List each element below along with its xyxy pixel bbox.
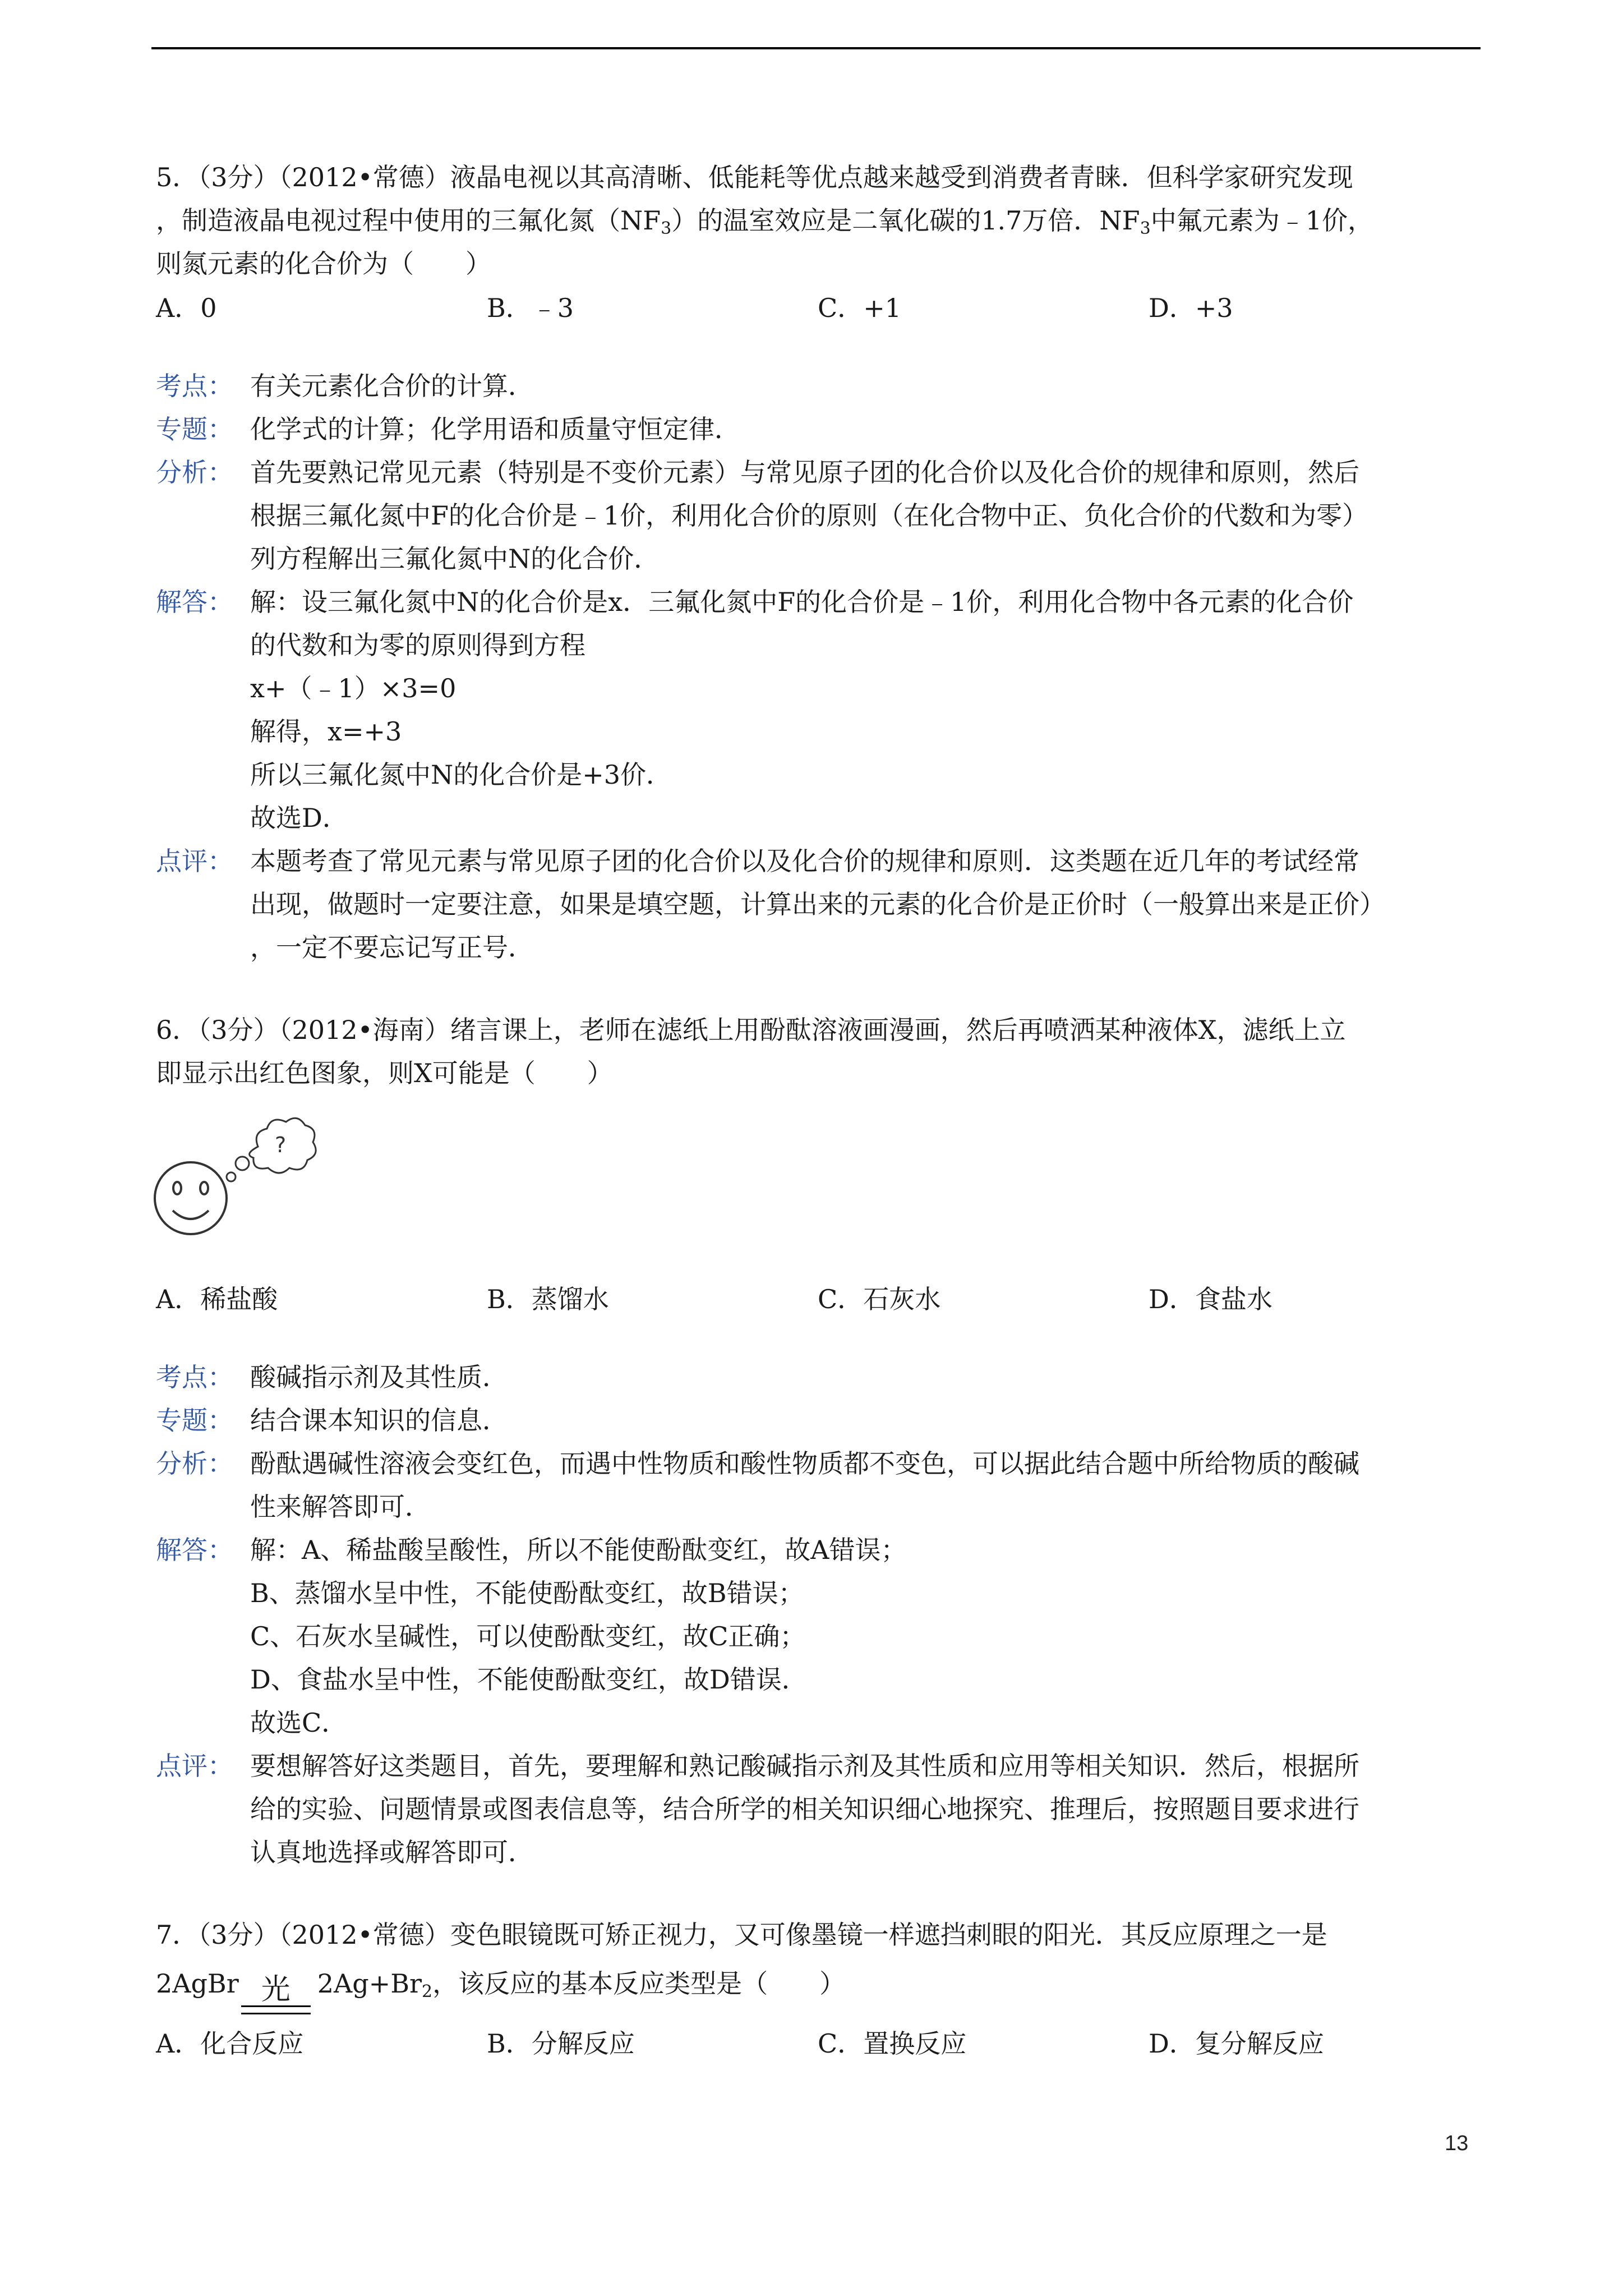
dianping-line: 认真地选择或解答即可． bbox=[250, 1837, 534, 1867]
q6-option-b: B．蒸馏水 bbox=[487, 1284, 609, 1314]
eq-left: 2AgBr bbox=[156, 1968, 239, 1999]
kaodian-text: 有关元素化合价的计算． bbox=[250, 371, 534, 401]
smiley-figure bbox=[156, 1103, 1479, 1266]
q5-option-a: A．0 bbox=[156, 293, 217, 323]
q7-stem-line-2 bbox=[156, 1957, 1479, 2014]
jieda-line: x+（﹣1）×3=0 bbox=[250, 673, 457, 703]
kaodian-label: 考点： bbox=[156, 371, 233, 401]
q5-dianping bbox=[156, 840, 1479, 969]
jieda-line: 解：A、稀盐酸呈酸性，所以不能使酚酞变红，故A错误； bbox=[250, 1535, 907, 1565]
q7-stem-line-1: 7．（3分）（2012•常德）变色眼镜既可矫正视力，又可像墨镜一样遮挡刺眼的阳光．其反应原理之一是 bbox=[156, 1920, 1327, 1950]
fenxi-line: 性来解答即可． bbox=[250, 1492, 431, 1522]
q5-jieda bbox=[156, 581, 1479, 840]
q5-stem-line-1: 5．（3分）（2012•常德）液晶电视以其高清晰、低能耗等优点越来越受到消费者青睐．但科学家研究发现 bbox=[156, 162, 1353, 192]
q7-option-c: C．置换反应 bbox=[818, 2028, 967, 2059]
fenxi-line: 首先要熟记常见元素（特别是不变价元素）与常见原子团的化合价以及化合价的规律和原则，然后 bbox=[250, 457, 1359, 487]
q6-kaodian bbox=[156, 1356, 1479, 1399]
q7-options bbox=[156, 2022, 1479, 2065]
q6-option-c: C．石灰水 bbox=[818, 1284, 941, 1314]
dianping-label: 点评： bbox=[156, 846, 233, 876]
fenxi-line: 根据三氟化氮中F的化合价是﹣1价，利用化合价的原则（在化合物中正、负化合价的代数和为零） bbox=[250, 500, 1368, 531]
q7-option-b: B．分解反应 bbox=[487, 2028, 635, 2059]
jieda-line: 解：设三氟化氮中N的化合价是x．三氟化氮中F的化合价是﹣1价，利用化合物中各元素的化合价 bbox=[250, 587, 1354, 617]
fenxi-label: 分析： bbox=[156, 457, 233, 487]
zhuanti-label: 专题： bbox=[156, 414, 233, 444]
kaodian-label: 考点： bbox=[156, 1362, 233, 1392]
q6-option-a: A．稀盐酸 bbox=[156, 1284, 278, 1314]
q5-fenxi bbox=[156, 451, 1479, 581]
q6-option-d: D．食盐水 bbox=[1149, 1284, 1272, 1314]
reaction-condition-sign bbox=[241, 1972, 311, 2014]
q6-stem-line-2: 即显示出红色图象，则X可能是（ ） bbox=[156, 1058, 613, 1088]
q7-stem-tail: ，该反应的基本反应类型是（ ） bbox=[432, 1968, 846, 1999]
q5-option-c: C．+1 bbox=[818, 293, 902, 323]
zhuanti-label: 专题： bbox=[156, 1405, 233, 1435]
q6-zhuanti bbox=[156, 1399, 1479, 1442]
fenxi-line: 列方程解出三氟化氮中N的化合价． bbox=[250, 544, 660, 574]
q5-zhuanti bbox=[156, 408, 1479, 451]
q5-option-b: B．﹣3 bbox=[487, 293, 574, 323]
jieda-line: 所以三氟化氮中N的化合价是+3价． bbox=[250, 760, 672, 790]
jieda-line: D、食盐水呈中性，不能使酚酞变红，故D错误． bbox=[250, 1664, 808, 1695]
q6-stem-line-1: 6．（3分）（2012•海南）绪言课上，老师在滤纸上用酚酞溶液画漫画，然后再喷洒某种液体X，滤纸上立 bbox=[156, 1015, 1346, 1045]
document-body bbox=[156, 156, 1479, 2065]
jieda-line: 故选D． bbox=[250, 803, 348, 833]
q5-option-d: D．+3 bbox=[1149, 293, 1233, 323]
question-6 bbox=[156, 1009, 1479, 1874]
q7-option-a: A．化合反应 bbox=[156, 2028, 304, 2059]
question-mark: ? bbox=[275, 1133, 287, 1157]
q5-kaodian bbox=[156, 365, 1479, 408]
q7-option-d: D．复分解反应 bbox=[1149, 2028, 1324, 2059]
question-5 bbox=[156, 156, 1479, 969]
q5-options bbox=[156, 287, 1479, 330]
jieda-line: B、蒸馏水呈中性，不能使酚酞变红，故B错误； bbox=[250, 1578, 804, 1608]
jieda-line: 的代数和为零的原则得到方程 bbox=[250, 630, 585, 660]
q6-dianping bbox=[156, 1745, 1479, 1874]
dianping-line: ，一定不要忘记写正号． bbox=[250, 932, 534, 963]
q6-options bbox=[156, 1278, 1479, 1321]
q6-fenxi bbox=[156, 1442, 1479, 1529]
fenxi-line: 酚酞遇碱性溶液会变红色，而遇中性物质和酸性物质都不变色，可以据此结合题中所给物质的酸碱 bbox=[250, 1448, 1359, 1479]
jieda-line: C、石灰水呈碱性，可以使酚酞变红，故C正确； bbox=[250, 1621, 806, 1651]
q6-jieda bbox=[156, 1529, 1479, 1745]
zhuanti-text: 结合课本知识的信息． bbox=[250, 1405, 508, 1435]
question-7 bbox=[156, 1913, 1479, 2065]
jieda-label: 解答： bbox=[156, 1535, 233, 1565]
kaodian-text: 酸碱指示剂及其性质． bbox=[250, 1362, 508, 1392]
dianping-line: 要想解答好这类题目，首先，要理解和熟记酸碱指示剂及其性质和应用等相关知识．然后，根据所 bbox=[250, 1751, 1359, 1781]
page-number: 13 bbox=[1445, 2132, 1469, 2155]
dianping-line: 给的实验、问题情景或图表信息等，结合所学的相关知识细心地探究、推理后，按照题目要求进行 bbox=[250, 1794, 1359, 1824]
jieda-line: 解得，x=+3 bbox=[250, 716, 402, 747]
q5-stem-line-3: 则氮元素的化合价为（ ） bbox=[156, 249, 491, 279]
dianping-line: 出现，做题时一定要注意，如果是填空题，计算出来的元素的化合价是正价时（一般算出来是正价） bbox=[250, 889, 1385, 919]
reaction-condition: 光 bbox=[261, 1972, 291, 2007]
eq-right: $2Ag+Br_2$ bbox=[317, 1968, 433, 2001]
smiley-thought-icon bbox=[153, 1103, 321, 1266]
jieda-label: 解答： bbox=[156, 587, 233, 617]
zhuanti-text: 化学式的计算；化学用语和质量守恒定律． bbox=[250, 414, 740, 444]
header-rule bbox=[151, 47, 1481, 49]
dianping-line: 本题考查了常见元素与常见原子团的化合价以及化合价的规律和原则．这类题在近几年的考试经常 bbox=[250, 846, 1359, 876]
jieda-line: 故选C． bbox=[250, 1708, 348, 1738]
fenxi-label: 分析： bbox=[156, 1448, 233, 1479]
q5-stem-line-2: ，制造液晶电视过程中使用的三氟化氮$(NF_3)$的温室效应是二氧化碳的1.7万倍．$NF_3$中氟元素为﹣1价， bbox=[156, 205, 1373, 238]
dianping-label: 点评： bbox=[156, 1751, 233, 1781]
